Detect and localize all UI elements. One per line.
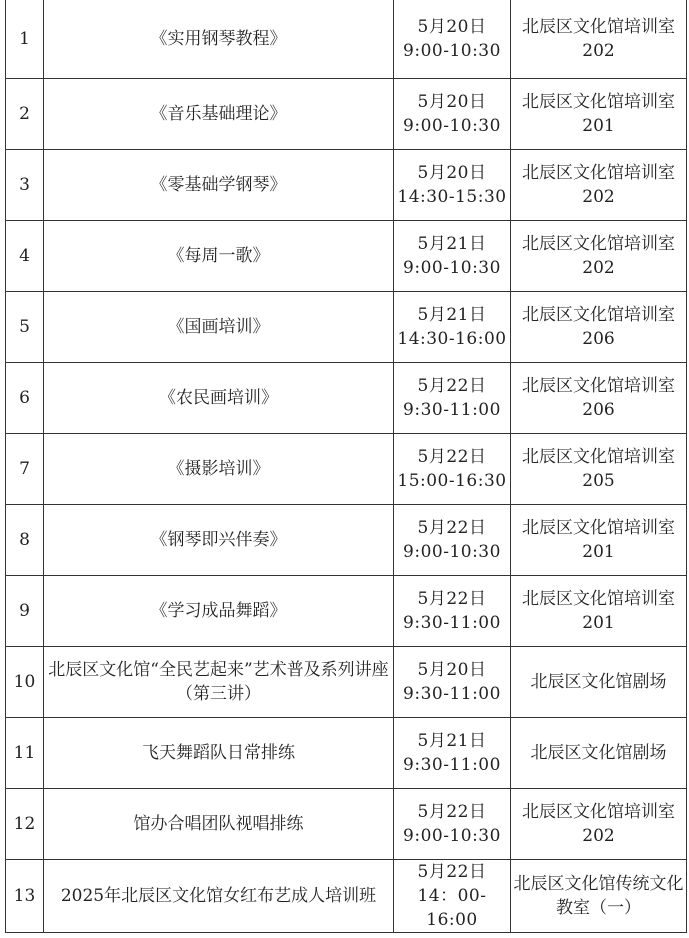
- course-time: [394, 647, 511, 718]
- location-line-1: 北辰区文化馆培训室: [522, 92, 675, 112]
- table-row: [6, 221, 687, 292]
- location-line-1: 北辰区文化馆剧场: [530, 743, 667, 763]
- course-location: [511, 505, 687, 576]
- table-row: [6, 434, 687, 505]
- location-line-2: 201: [582, 542, 615, 562]
- course-hours: 9:00-10:30: [403, 258, 501, 278]
- row-number: 10: [6, 647, 44, 718]
- course-location: [511, 0, 687, 79]
- course-location: [511, 647, 687, 718]
- course-title: 《学习成品舞蹈》: [44, 576, 394, 647]
- course-date: 5月21日: [417, 731, 487, 751]
- course-hours: 15:00-16:30: [397, 471, 507, 491]
- table-row: [6, 647, 687, 718]
- table-row: [6, 860, 687, 933]
- course-time: [394, 221, 511, 292]
- location-line-2: 202: [582, 258, 615, 278]
- location-line-1: 北辰区文化馆培训室: [522, 802, 675, 822]
- course-date: 5月20日: [417, 17, 487, 37]
- course-title: 《每周一歌》: [44, 221, 394, 292]
- row-number: 11: [6, 718, 44, 789]
- course-hours: 9:00-10:30: [403, 41, 501, 61]
- course-date: 5月22日: [417, 589, 487, 609]
- location-line-1: 北辰区文化馆培训室: [522, 17, 675, 37]
- course-time: [394, 150, 511, 221]
- course-date: 5月20日: [417, 92, 487, 112]
- course-location: [511, 363, 687, 434]
- location-line-2: 205: [582, 471, 615, 491]
- table-row: [6, 292, 687, 363]
- course-title: 《钢琴即兴伴奏》: [44, 505, 394, 576]
- row-number: 7: [6, 434, 44, 505]
- course-time: [394, 292, 511, 363]
- course-title: 《音乐基础理论》: [44, 79, 394, 150]
- course-time: [394, 789, 511, 860]
- course-location: [511, 860, 687, 933]
- course-time: [394, 576, 511, 647]
- course-date: 5月21日: [417, 234, 487, 254]
- course-time: [394, 363, 511, 434]
- course-date: 5月20日: [417, 660, 487, 680]
- course-date: 5月22日: [417, 447, 487, 467]
- course-date: 5月21日: [417, 305, 487, 325]
- course-time: [394, 718, 511, 789]
- course-hours: 14:30-16:00: [397, 329, 507, 349]
- location-line-2: 202: [582, 41, 615, 61]
- table-row: [6, 363, 687, 434]
- table-row: [6, 505, 687, 576]
- course-hours: 9:30-11:00: [403, 613, 501, 633]
- location-line-1: 北辰区文化馆培训室: [522, 518, 675, 538]
- course-title: 《国画培训》: [44, 292, 394, 363]
- location-line-1: 北辰区文化馆培训室: [522, 376, 675, 396]
- location-line-2: 202: [582, 187, 615, 207]
- course-location: [511, 718, 687, 789]
- course-title: 飞天舞蹈队日常排练: [44, 718, 394, 789]
- course-title: 《零基础学钢琴》: [44, 150, 394, 221]
- location-line-2: 206: [582, 400, 615, 420]
- location-line-1: 北辰区文化馆培训室: [522, 447, 675, 467]
- table-row: [6, 0, 687, 79]
- course-hours: 9:30-11:00: [403, 684, 501, 704]
- row-number: 6: [6, 363, 44, 434]
- course-title: 《农民画培训》: [44, 363, 394, 434]
- course-title: 《实用钢琴教程》: [44, 0, 394, 79]
- course-time: [394, 434, 511, 505]
- row-number: 4: [6, 221, 44, 292]
- course-location: [511, 434, 687, 505]
- course-hours: 9:30-11:00: [403, 400, 501, 420]
- course-date: 5月22日: [417, 376, 487, 396]
- course-location: [511, 221, 687, 292]
- course-date: 5月22日: [417, 862, 487, 882]
- course-title: 2025年北辰区文化馆女红布艺成人培训班: [44, 860, 394, 933]
- table-row: [6, 789, 687, 860]
- row-number: 8: [6, 505, 44, 576]
- location-line-1: 北辰区文化馆培训室: [522, 305, 675, 325]
- course-hours: 9:00-10:30: [403, 826, 501, 846]
- row-number: 13: [6, 860, 44, 933]
- schedule-table: [5, 0, 687, 933]
- row-number: 12: [6, 789, 44, 860]
- table-row: [6, 718, 687, 789]
- row-number: 2: [6, 79, 44, 150]
- location-line-1: 北辰区文化馆培训室: [522, 589, 675, 609]
- location-line-2: 201: [582, 116, 615, 136]
- course-title: 馆办合唱团队视唱排练: [44, 789, 394, 860]
- table-row: [6, 150, 687, 221]
- course-time: [394, 79, 511, 150]
- course-hours: 14：00-16:00: [417, 886, 487, 930]
- location-line-1: 北辰区文化馆培训室: [522, 234, 675, 254]
- schedule-body: [6, 0, 687, 933]
- course-time: [394, 860, 511, 933]
- location-line-1: 北辰区文化馆传统文化教室（一）: [513, 874, 684, 918]
- location-line-2: 201: [582, 613, 615, 633]
- location-line-2: 202: [582, 826, 615, 846]
- course-location: [511, 292, 687, 363]
- course-date: 5月22日: [417, 802, 487, 822]
- course-location: [511, 576, 687, 647]
- course-hours: 9:00-10:30: [403, 542, 501, 562]
- course-location: [511, 79, 687, 150]
- row-number: 9: [6, 576, 44, 647]
- course-date: 5月20日: [417, 163, 487, 183]
- course-hours: 9:30-11:00: [403, 755, 501, 775]
- location-line-1: 北辰区文化馆培训室: [522, 163, 675, 183]
- course-hours: 14:30-15:30: [397, 187, 507, 207]
- location-line-2: 206: [582, 329, 615, 349]
- course-location: [511, 789, 687, 860]
- table-row: [6, 576, 687, 647]
- course-hours: 9:00-10:30: [403, 116, 501, 136]
- course-title: 北辰区文化馆“全民艺起来”艺术普及系列讲座（第三讲）: [44, 647, 394, 718]
- location-line-1: 北辰区文化馆剧场: [530, 672, 667, 692]
- table-row: [6, 79, 687, 150]
- row-number: 1: [6, 0, 44, 79]
- row-number: 3: [6, 150, 44, 221]
- course-title: 《摄影培训》: [44, 434, 394, 505]
- course-location: [511, 150, 687, 221]
- row-number: 5: [6, 292, 44, 363]
- course-time: [394, 505, 511, 576]
- course-time: [394, 0, 511, 79]
- course-date: 5月22日: [417, 518, 487, 538]
